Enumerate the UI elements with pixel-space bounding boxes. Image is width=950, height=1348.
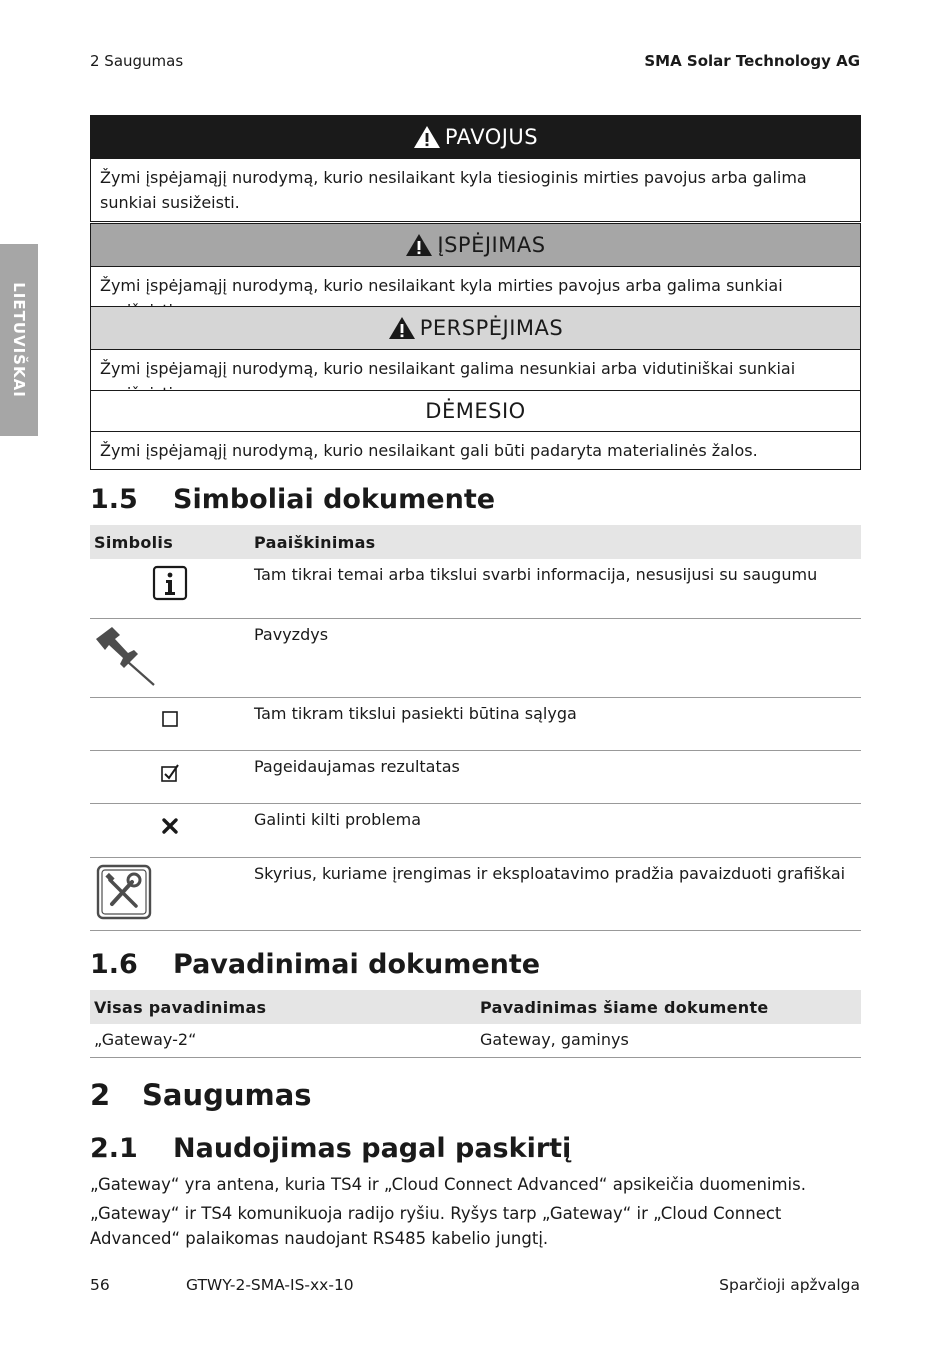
explanation-cell: Tam tikrai temai arba tikslui svarbi informacija, nesusijusi su saugumu bbox=[250, 559, 861, 618]
paragraph: „Gateway“ yra antena, kuria TS4 ir „Cloud Connect Advanced“ apsikeičia duomenimis. bbox=[90, 1175, 806, 1194]
warning-triangle-icon bbox=[388, 316, 416, 340]
running-header-section: 2 Saugumas bbox=[90, 52, 184, 70]
symbol-cell bbox=[90, 750, 250, 803]
running-header-company: SMA Solar Technology AG bbox=[644, 52, 860, 70]
explanation-cell: Skyrius, kuriame įrengimas ir eksploatavimo pradžia pavaizduoti grafiškai bbox=[250, 857, 861, 930]
section-number: 1.5 bbox=[90, 484, 138, 515]
section-number: 1.6 bbox=[90, 949, 138, 980]
symbol-cell bbox=[90, 618, 250, 697]
tools-icon bbox=[96, 864, 152, 920]
section-title: Pavadinimai dokumente bbox=[173, 949, 541, 980]
section-heading-2-1 bbox=[90, 1133, 571, 1164]
notice-label: DĖMESIO bbox=[425, 399, 526, 423]
language-side-tab bbox=[0, 244, 38, 436]
table-header-row bbox=[90, 990, 861, 1024]
caution-label: PERSPĖJIMAS bbox=[419, 316, 564, 340]
notice-heading bbox=[91, 391, 860, 432]
info-icon bbox=[152, 565, 188, 601]
table-row bbox=[90, 559, 861, 618]
column-header-full-name: Visas pavadinimas bbox=[90, 990, 476, 1024]
notice-box bbox=[90, 390, 861, 470]
names-table bbox=[90, 990, 861, 1058]
column-header-explanation: Paaiškinimas bbox=[250, 525, 861, 559]
language-side-tab-label: LIETUVIŠKAI bbox=[10, 282, 28, 398]
checkbox-checked-icon bbox=[160, 763, 180, 783]
section-number: 2 bbox=[90, 1078, 111, 1112]
notice-text: Žymi įspėjamąjį nurodymą, kurio nesilaikant gali būti padaryta materialinės žalos. bbox=[100, 441, 758, 460]
short-name-cell: Gateway, gaminys bbox=[476, 1024, 861, 1057]
warning-text: Žymi įspėjamąjį nurodymą, kurio nesilaikant kyla mirties pavojus arba galima sunkiai bbox=[100, 276, 783, 295]
section-title: Saugumas bbox=[142, 1078, 312, 1112]
warning-heading bbox=[91, 224, 860, 267]
explanation-cell: Galinti kilti problema bbox=[250, 803, 861, 857]
table-header-row bbox=[90, 525, 861, 559]
table-row bbox=[90, 1024, 861, 1057]
caution-heading bbox=[91, 307, 860, 350]
checkbox-empty-icon bbox=[161, 710, 179, 728]
table-row bbox=[90, 803, 861, 857]
column-header-symbol: Simbolis bbox=[90, 525, 250, 559]
section-title: Naudojimas pagal paskirtį bbox=[173, 1133, 572, 1164]
table-row bbox=[90, 857, 861, 930]
section-heading-1-6 bbox=[90, 949, 540, 980]
warning-triangle-icon bbox=[405, 233, 433, 257]
warning-label: ĮSPĖJIMAS bbox=[437, 233, 546, 257]
danger-heading bbox=[91, 116, 860, 159]
section-heading-2 bbox=[90, 1078, 312, 1112]
footer-doc-title: Sparčioji apžvalga bbox=[719, 1276, 860, 1294]
table-row bbox=[90, 697, 861, 750]
symbol-cell bbox=[90, 857, 250, 930]
cross-icon bbox=[161, 817, 179, 835]
page-number: 56 bbox=[90, 1276, 110, 1294]
document-id: GTWY-2-SMA-IS-xx-10 bbox=[186, 1276, 354, 1294]
table-row bbox=[90, 618, 861, 697]
symbols-table bbox=[90, 525, 861, 931]
explanation-cell: Pageidaujamas rezultatas bbox=[250, 750, 861, 803]
section-heading-1-5 bbox=[90, 484, 495, 515]
pushpin-icon bbox=[94, 625, 156, 687]
danger-box bbox=[90, 115, 861, 222]
full-name-cell: „Gateway-2“ bbox=[90, 1024, 476, 1057]
explanation-cell: Tam tikram tikslui pasiekti būtina sąlyga bbox=[250, 697, 861, 750]
section-number: 2.1 bbox=[90, 1133, 138, 1164]
danger-label: PAVOJUS bbox=[444, 125, 539, 149]
danger-text: Žymi įspėjamąjį nurodymą, kurio nesilaikant kyla tiesioginis mirties pavojus arba galima sunkiai susižeisti. bbox=[100, 168, 807, 212]
symbol-cell bbox=[90, 559, 250, 618]
section-title: Simboliai dokumente bbox=[173, 484, 496, 515]
table-row bbox=[90, 750, 861, 803]
caution-text: Žymi įspėjamąjį nurodymą, kurio nesilaikant galima nesunkiai arba vidutiniškai sunkiai bbox=[100, 359, 796, 378]
symbol-cell bbox=[90, 803, 250, 857]
warning-triangle-icon bbox=[413, 125, 441, 149]
column-header-short-name: Pavadinimas šiame dokumente bbox=[476, 990, 861, 1024]
paragraph: „Gateway“ ir TS4 komunikuoja radijo ryšiu. Ryšys tarp „Gateway“ ir „Cloud Connect Advanced“ palaikomas naudojant RS485 kabelio jungtį. bbox=[90, 1204, 782, 1248]
symbol-cell bbox=[90, 697, 250, 750]
explanation-cell: Pavyzdys bbox=[250, 618, 861, 697]
